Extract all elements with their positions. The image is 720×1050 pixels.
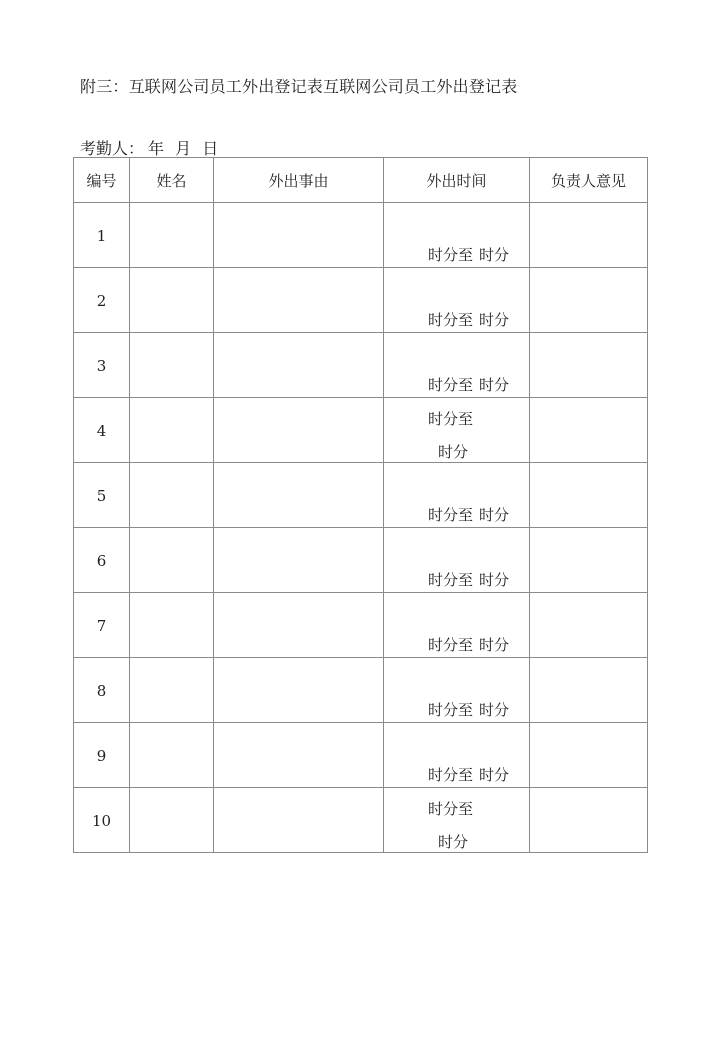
- table-row: [74, 658, 648, 723]
- reason-cell[interactable]: [214, 268, 384, 333]
- outing-register-table: [73, 157, 648, 853]
- header-name: 姓名: [130, 158, 214, 203]
- time-cell[interactable]: [384, 658, 530, 723]
- time-cell[interactable]: [384, 528, 530, 593]
- reason-cell[interactable]: [214, 593, 384, 658]
- table-row: [74, 593, 648, 658]
- opinion-cell[interactable]: [530, 658, 648, 723]
- time-to: 时分: [479, 376, 510, 394]
- reason-cell[interactable]: [214, 203, 384, 268]
- time-cell[interactable]: [384, 268, 530, 333]
- time-cell[interactable]: [384, 333, 530, 398]
- table-header-row: [74, 158, 648, 203]
- time-cell[interactable]: [384, 723, 530, 788]
- time-from: 时分至: [428, 311, 474, 329]
- table-row: [74, 788, 648, 853]
- date-label: 年 月 日: [148, 139, 219, 158]
- time-range: [428, 374, 509, 395]
- time-range: [428, 634, 509, 655]
- opinion-cell[interactable]: [530, 593, 648, 658]
- time-cell[interactable]: [384, 788, 530, 853]
- time-from: 时分至: [428, 800, 474, 818]
- time-from: 时分至: [428, 246, 474, 264]
- row-number: 10: [74, 788, 130, 853]
- time-range: [428, 244, 509, 265]
- reason-cell[interactable]: [214, 333, 384, 398]
- time-range: [428, 504, 509, 525]
- time-from: 时分至: [428, 376, 474, 394]
- reason-cell[interactable]: [214, 788, 384, 853]
- table-row: [74, 203, 648, 268]
- table-row: [74, 463, 648, 528]
- table-row: [74, 268, 648, 333]
- table-row: [74, 723, 648, 788]
- time-to: 时分: [479, 766, 510, 784]
- time-range: [428, 764, 509, 785]
- name-cell[interactable]: [130, 333, 214, 398]
- reason-cell[interactable]: [214, 723, 384, 788]
- row-number: 5: [74, 463, 130, 528]
- header-supervisor-opinion: 负责人意见: [530, 158, 648, 203]
- opinion-cell[interactable]: [530, 723, 648, 788]
- row-number: 4: [74, 398, 130, 463]
- row-number: 8: [74, 658, 130, 723]
- time-to: 时分: [479, 311, 510, 329]
- opinion-cell[interactable]: [530, 463, 648, 528]
- time-cell[interactable]: [384, 398, 530, 463]
- name-cell[interactable]: [130, 398, 214, 463]
- document-title: 附三：互联网公司员工外出登记表互联网公司员工外出登记表: [80, 77, 518, 96]
- opinion-cell[interactable]: [530, 268, 648, 333]
- row-number: 6: [74, 528, 130, 593]
- time-range: [428, 569, 509, 590]
- opinion-cell[interactable]: [530, 788, 648, 853]
- time-from: 时分至: [428, 766, 474, 784]
- row-number: 7: [74, 593, 130, 658]
- attendee-line: [80, 136, 218, 159]
- reason-cell[interactable]: [214, 398, 384, 463]
- opinion-cell[interactable]: [530, 203, 648, 268]
- table-row: [74, 398, 648, 463]
- attendee-label: 考勤人：: [80, 139, 145, 158]
- opinion-cell[interactable]: [530, 398, 648, 463]
- time-from: 时分至: [428, 410, 474, 428]
- time-to: 时分: [479, 571, 510, 589]
- row-number: 1: [74, 203, 130, 268]
- header-time: 外出时间: [384, 158, 530, 203]
- opinion-cell[interactable]: [530, 528, 648, 593]
- time-to: 时分: [438, 833, 469, 851]
- time-from: 时分至: [428, 701, 474, 719]
- row-number: 3: [74, 333, 130, 398]
- reason-cell[interactable]: [214, 658, 384, 723]
- reason-cell[interactable]: [214, 463, 384, 528]
- time-from: 时分至: [428, 636, 474, 654]
- opinion-cell[interactable]: [530, 333, 648, 398]
- time-cell[interactable]: [384, 593, 530, 658]
- time-cell[interactable]: [384, 203, 530, 268]
- header-reason: 外出事由: [214, 158, 384, 203]
- name-cell[interactable]: [130, 463, 214, 528]
- name-cell[interactable]: [130, 723, 214, 788]
- time-to: 时分: [479, 506, 510, 524]
- time-to: 时分: [438, 443, 469, 461]
- reason-cell[interactable]: [214, 528, 384, 593]
- name-cell[interactable]: [130, 268, 214, 333]
- table-row: [74, 333, 648, 398]
- name-cell[interactable]: [130, 593, 214, 658]
- name-cell[interactable]: [130, 528, 214, 593]
- time-range: [428, 309, 509, 330]
- time-cell[interactable]: [384, 463, 530, 528]
- time-from: 时分至: [428, 571, 474, 589]
- time-to: 时分: [479, 246, 510, 264]
- row-number: 9: [74, 723, 130, 788]
- name-cell[interactable]: [130, 658, 214, 723]
- time-to: 时分: [479, 701, 510, 719]
- row-number: 2: [74, 268, 130, 333]
- time-range: [428, 699, 509, 720]
- name-cell[interactable]: [130, 203, 214, 268]
- header-number: 编号: [74, 158, 130, 203]
- table-row: [74, 528, 648, 593]
- time-to: 时分: [479, 636, 510, 654]
- time-from: 时分至: [428, 506, 474, 524]
- name-cell[interactable]: [130, 788, 214, 853]
